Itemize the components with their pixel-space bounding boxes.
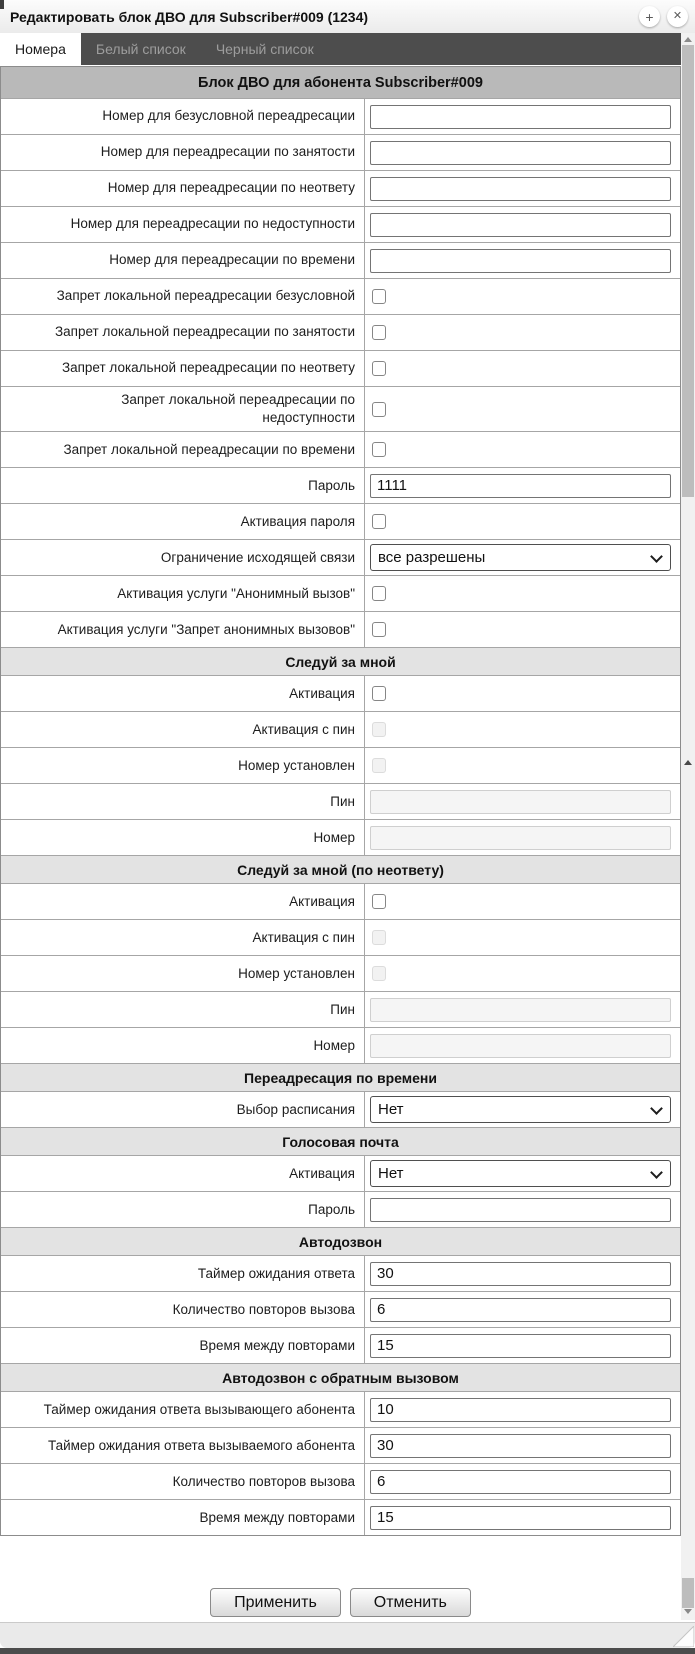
text-input[interactable] — [370, 1298, 671, 1322]
text-input[interactable] — [370, 790, 671, 814]
row-label: Запрет локальной переадресации безусловной — [1, 279, 365, 314]
row-field — [365, 1092, 680, 1127]
row-label: Активация — [1, 884, 365, 919]
form-row — [1, 98, 680, 134]
form-row — [1, 539, 680, 575]
add-button[interactable] — [639, 6, 660, 27]
form-row — [1, 575, 680, 611]
row-label: Пин — [1, 784, 365, 819]
row-field — [365, 884, 680, 919]
row-field — [365, 748, 680, 783]
row-field — [365, 1428, 680, 1463]
text-input[interactable] — [370, 1198, 671, 1222]
row-label: Количество повторов вызова — [1, 1292, 365, 1327]
checkbox[interactable] — [372, 402, 386, 417]
form-row — [1, 1191, 680, 1227]
row-label: Запрет локальной переадресации по времени — [1, 432, 365, 467]
scroll-marker-icon — [684, 760, 692, 765]
row-label: Активация — [1, 676, 365, 711]
checkbox[interactable] — [372, 325, 386, 340]
row-field — [365, 1256, 680, 1291]
row-field — [365, 99, 680, 134]
form-row — [1, 278, 680, 314]
action-button-row — [0, 1588, 681, 1617]
text-input[interactable] — [370, 474, 671, 498]
window-title: Редактировать блок ДВО для Subscriber#009 (1234) — [10, 8, 369, 25]
form-row — [1, 170, 680, 206]
section-header: Голосовая почта — [1, 1127, 680, 1155]
title-bar — [0, 0, 695, 33]
row-label: Активация с пин — [1, 920, 365, 955]
form-row — [1, 611, 680, 647]
row-field — [365, 1392, 680, 1427]
row-field — [365, 784, 680, 819]
row-field — [365, 540, 680, 575]
form-row — [1, 883, 680, 919]
form-row — [1, 314, 680, 350]
tab-numbers[interactable]: Номера — [0, 33, 81, 65]
row-label: Номер для переадресации по занятости — [1, 135, 365, 170]
form-row — [1, 206, 680, 242]
tab-black-list[interactable]: Черный список — [215, 41, 314, 57]
row-label: Активация с пин — [1, 712, 365, 747]
row-label: Время между повторами — [1, 1500, 365, 1535]
select-input[interactable] — [370, 1096, 671, 1123]
text-input[interactable] — [370, 105, 671, 129]
row-field — [365, 676, 680, 711]
text-input[interactable] — [370, 1470, 671, 1494]
row-field — [365, 1156, 680, 1191]
form-row — [1, 1255, 680, 1291]
section-header: Следуй за мной — [1, 647, 680, 675]
form-row — [1, 747, 680, 783]
row-label: Количество повторов вызова — [1, 1464, 365, 1499]
row-field — [365, 171, 680, 206]
row-label: Выбор расписания — [1, 1092, 365, 1127]
row-label: Ограничение исходящей связи — [1, 540, 365, 575]
row-field — [365, 712, 680, 747]
checkbox[interactable] — [372, 722, 386, 737]
row-field — [365, 387, 680, 431]
form-row — [1, 1499, 680, 1535]
row-label: Активация услуги "Анонимный вызов" — [1, 576, 365, 611]
text-input[interactable] — [370, 1262, 671, 1286]
row-field — [365, 1500, 680, 1535]
row-field — [365, 504, 680, 539]
row-label: Пароль — [1, 468, 365, 503]
scrollbar-thumb[interactable] — [682, 45, 694, 497]
apply-button[interactable]: Применить — [210, 1588, 341, 1617]
row-label: Запрет локальной переадресации по занятости — [1, 315, 365, 350]
checkbox[interactable] — [372, 361, 386, 376]
checkbox[interactable] — [372, 622, 386, 637]
row-field — [365, 207, 680, 242]
row-label: Таймер ожидания ответа — [1, 1256, 365, 1291]
row-field — [365, 820, 680, 855]
close-icon: ✕ — [672, 10, 683, 22]
form-row — [1, 1091, 680, 1127]
row-label: Таймер ожидания ответа вызывающего абонента — [1, 1392, 365, 1427]
form-row — [1, 819, 680, 855]
checkbox[interactable] — [372, 586, 386, 601]
scrollbar[interactable] — [681, 33, 695, 1620]
form-row — [1, 431, 680, 467]
text-input[interactable] — [370, 141, 671, 165]
checkbox[interactable] — [372, 758, 386, 773]
dialog-content — [0, 66, 681, 1536]
row-label: Время между повторами — [1, 1328, 365, 1363]
row-field — [365, 576, 680, 611]
row-field — [365, 279, 680, 314]
section-header: Автодозвон — [1, 1227, 680, 1255]
window-corner — [0, 0, 4, 9]
bottom-dark-bar — [0, 1648, 695, 1654]
row-field — [365, 315, 680, 350]
form-row — [1, 1391, 680, 1427]
text-input[interactable] — [370, 1434, 671, 1458]
status-bar — [0, 1622, 695, 1648]
row-label: Номер — [1, 1028, 365, 1063]
row-label: Пароль — [1, 1192, 365, 1227]
form-row — [1, 991, 680, 1027]
form-row — [1, 1155, 680, 1191]
form-row — [1, 1327, 680, 1363]
checkbox[interactable] — [372, 442, 386, 457]
row-label: Номер для переадресации по неответу — [1, 171, 365, 206]
section-header: Переадресация по времени — [1, 1063, 680, 1091]
text-input[interactable] — [370, 249, 671, 273]
row-label: Запрет локальной переадресации по недоступности — [1, 387, 365, 431]
close-button[interactable] — [667, 6, 688, 27]
checkbox[interactable] — [372, 930, 386, 945]
row-label: Номер для переадресации по времени — [1, 243, 365, 278]
form-row — [1, 386, 680, 431]
row-field — [365, 1464, 680, 1499]
row-field — [365, 1292, 680, 1327]
row-field — [365, 432, 680, 467]
row-label: Номер для безусловной переадресации — [1, 99, 365, 134]
form-row — [1, 783, 680, 819]
checkbox[interactable] — [372, 966, 386, 981]
text-input[interactable] — [370, 1506, 671, 1530]
text-input[interactable] — [370, 998, 671, 1022]
resize-grip-icon[interactable] — [673, 1626, 694, 1647]
row-label: Номер для переадресации по недоступности — [1, 207, 365, 242]
row-label: Активация услуги "Запрет анонимных вызовов" — [1, 612, 365, 647]
row-field — [365, 135, 680, 170]
text-input[interactable] — [370, 1398, 671, 1422]
row-field — [365, 920, 680, 955]
row-field — [365, 243, 680, 278]
row-field — [365, 351, 680, 386]
row-label: Номер установлен — [1, 748, 365, 783]
form-row — [1, 1027, 680, 1063]
row-label: Номер установлен — [1, 956, 365, 991]
row-label: Активация пароля — [1, 504, 365, 539]
row-label: Активация — [1, 1156, 365, 1191]
row-label: Пин — [1, 992, 365, 1027]
form-table — [0, 66, 681, 1536]
row-field — [365, 612, 680, 647]
form-row — [1, 1427, 680, 1463]
form-row — [1, 134, 680, 170]
form-row — [1, 955, 680, 991]
row-label: Запрет локальной переадресации по неответу — [1, 351, 365, 386]
text-input[interactable] — [370, 177, 671, 201]
scrollbar-lower-block[interactable] — [682, 1578, 694, 1608]
row-field — [365, 1028, 680, 1063]
row-field — [365, 1192, 680, 1227]
form-row — [1, 675, 680, 711]
form-row — [1, 503, 680, 539]
row-field — [365, 1328, 680, 1363]
section-header: Блок ДВО для абонента Subscriber#009 — [1, 67, 680, 98]
tab-bar — [0, 33, 681, 65]
row-field — [365, 468, 680, 503]
form-row — [1, 711, 680, 747]
plus-icon: + — [645, 8, 654, 25]
scroll-up-arrow-icon[interactable] — [684, 37, 692, 42]
form-row — [1, 467, 680, 503]
form-row — [1, 1463, 680, 1499]
form-row — [1, 350, 680, 386]
row-field — [365, 956, 680, 991]
row-label: Таймер ожидания ответа вызываемого абонента — [1, 1428, 365, 1463]
text-input[interactable] — [370, 1334, 671, 1358]
form-row — [1, 1291, 680, 1327]
scroll-down-arrow-icon[interactable] — [684, 1609, 692, 1614]
cancel-button[interactable]: Отменить — [350, 1588, 471, 1617]
row-label: Номер — [1, 820, 365, 855]
row-field — [365, 992, 680, 1027]
text-input[interactable] — [370, 213, 671, 237]
checkbox[interactable] — [372, 514, 386, 529]
select-input[interactable] — [370, 1160, 671, 1187]
checkbox[interactable] — [372, 686, 386, 701]
section-header: Автодозвон с обратным вызовом — [1, 1363, 680, 1391]
text-input[interactable] — [370, 1034, 671, 1058]
select-input[interactable] — [370, 544, 671, 571]
text-input[interactable] — [370, 826, 671, 850]
section-header: Следуй за мной (по неответу) — [1, 855, 680, 883]
form-row — [1, 919, 680, 955]
checkbox[interactable] — [372, 289, 386, 304]
form-row — [1, 242, 680, 278]
tab-white-list[interactable]: Белый список — [95, 41, 186, 57]
checkbox[interactable] — [372, 894, 386, 909]
